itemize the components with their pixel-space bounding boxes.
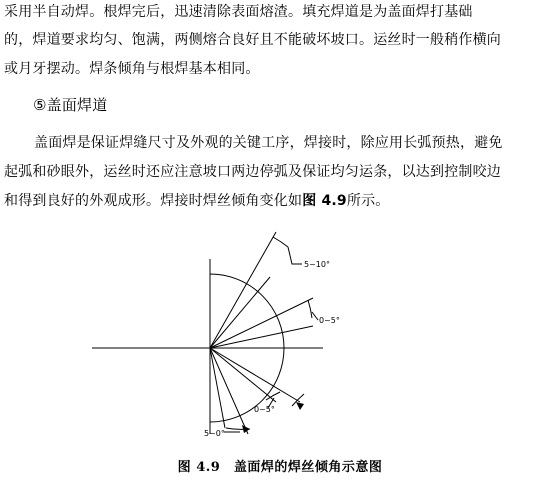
welding-angle-diagram xyxy=(80,222,380,442)
paragraph-2-line-3-text: 和得到良好的外观成形。焊接时焊丝倾角变化如 xyxy=(4,193,303,209)
paragraph-2-line-3-end: 所示。 xyxy=(346,193,390,209)
arrow-bottom xyxy=(242,425,250,433)
angle-label-mid: 0~5° xyxy=(319,316,340,325)
paragraph-1-line-3: 或月牙摆动。焊条倾角与根焊基本相同。 xyxy=(4,61,260,77)
figure-reference: 图 4.9 xyxy=(302,193,347,209)
angle-label-top: 5~10° xyxy=(304,260,330,269)
section-heading: ⑤盖面焊道 xyxy=(33,96,108,114)
radial-line-5 xyxy=(210,348,300,402)
radial-line-1 xyxy=(210,232,276,348)
angle-label-lower: 0~5° xyxy=(254,405,275,414)
radial-line-8 xyxy=(210,348,225,428)
figure-caption: 图 4.9 盖面焊的焊丝倾角示意图 xyxy=(177,460,383,475)
paragraph-2-line-1: 盖面焊是保证焊缝尺寸及外观的关键工序，焊接时，除应用长弧预热，避免 xyxy=(34,135,503,151)
radial-line-7 xyxy=(210,348,248,434)
arrow-lower-right xyxy=(296,402,304,410)
leader-mid xyxy=(312,312,318,320)
leader-top xyxy=(288,247,302,264)
paragraph-1-line-2: 的，焊道要求均匀、饱满，两侧熔合良好且不能破坏坡口。运丝时一般稍作横向 xyxy=(4,32,501,48)
paragraph-2-line-2: 起弧和砂眼外，运丝时还应注意坡口两边停弧及保证均匀运条，以达到控制咬边 xyxy=(4,164,501,180)
angle-arc-top xyxy=(273,237,288,247)
radial-line-6 xyxy=(210,348,276,402)
paragraph-2-line-3 xyxy=(4,189,556,213)
paragraph-1-line-1: 采用半自动焊。根焊完后，迅速清除表面熔渣。填充焊道是为盖面焊打基础 xyxy=(4,4,473,20)
angle-arc-mid xyxy=(308,300,312,318)
radial-line-3 xyxy=(210,298,313,348)
angle-label-bottom: 5~0° xyxy=(204,429,225,438)
